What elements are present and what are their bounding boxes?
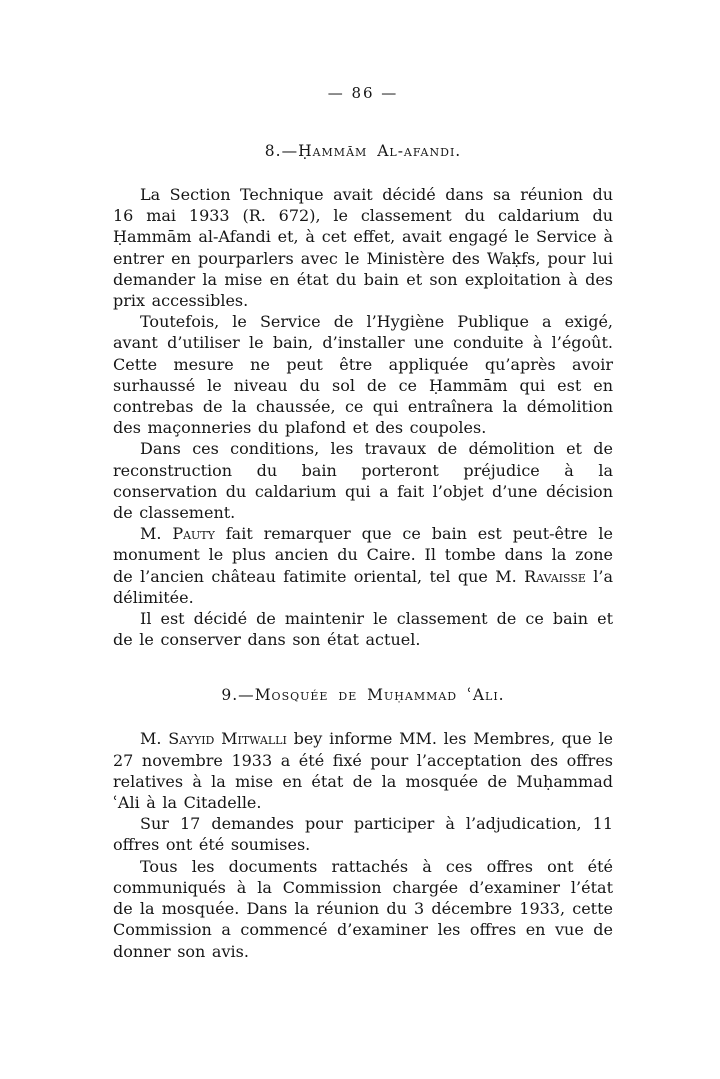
- paragraph: [113, 523, 613, 608]
- section-heading: [113, 686, 613, 704]
- text-run: M.: [140, 729, 169, 749]
- text-run: Dans ces conditions, les travaux de démolition et de reconstruction du bain porteront préjudice à la conservation du caldarium qui a fait l’objet d’une décision de classement.: [113, 439, 613, 523]
- text-run: Il est décidé de maintenir le classement de ce bain et de le conserver dans son état actuel.: [113, 609, 613, 650]
- text-run: Toutefois, le Service de l’Hygiène Publique a exigé, avant d’utiliser le bain, d’installer une conduite à l’égoût. Cette mesure ne peut être appliquée qu’après avoir surhaussé le niveau du sol de ce Ḥammām qui est en contrebas de la chaussée, ce qui entraînera la démolition des maçonneries du plafond et des coupoles.: [113, 312, 613, 438]
- paragraph: [113, 728, 613, 813]
- text-run: bey informe MM. les Membres, que le 27 novembre 1933 a été fixé pour l’acceptation des offres relatives à la mise en état de la mosquée de Muḥammad ʿAli à la Citadelle.: [113, 729, 613, 813]
- smallcaps-text: Sayyid Mitwalli: [168, 729, 287, 749]
- document-body: [113, 142, 613, 962]
- paragraph: [113, 813, 613, 855]
- text-run: Tous les documents rattachés à ces offres ont été communiqués à la Commission chargée d’examiner l’état de la mosquée. Dans la réunion du 3 décembre 1933, cette Commission a commencé d’examiner les offres en vue de donner son avis.: [113, 856, 613, 961]
- text-run: 9.—: [221, 686, 255, 705]
- text-run: 8.—: [264, 142, 299, 160]
- text-run: Sur 17 demandes pour participer à l’adjudication, 11 offres ont été soumises.: [113, 814, 613, 855]
- text-run: M.: [140, 524, 173, 544]
- text-run: La Section Technique avait décidé dans sa réunion du 16 mai 1933 (R. 672), le classement du caldarium du Ḥammām al-Afandi et, à cet effet, avait engagé le Service à entrer en pourparlers avec le Ministère des Waḳfs, pour lui demander la mise en état du bain et son exploitation à des prix accessibles.: [113, 185, 613, 311]
- paragraph: [113, 184, 613, 311]
- smallcaps-text: Ravaisse: [524, 566, 586, 586]
- section-heading: [113, 142, 613, 160]
- paragraph: [113, 856, 613, 962]
- smallcaps-text: Pauty: [172, 524, 215, 544]
- paragraph: [113, 608, 613, 650]
- smallcaps-text: Mosquée de Muḥammad ʿAli.: [254, 686, 505, 705]
- text-run: fait remarquer que ce bain est peut-être le monument le plus ancien du Caire. Il tombe dans la zone de l’ancien château fatimite oriental, tel que M.: [113, 524, 613, 586]
- page-number: — 86 —: [327, 84, 399, 102]
- text-run: l’a délimitée.: [113, 566, 614, 607]
- smallcaps-text: Ḥammām Al-afandi.: [298, 142, 462, 160]
- paragraph: [113, 311, 613, 438]
- paragraph: [113, 438, 613, 523]
